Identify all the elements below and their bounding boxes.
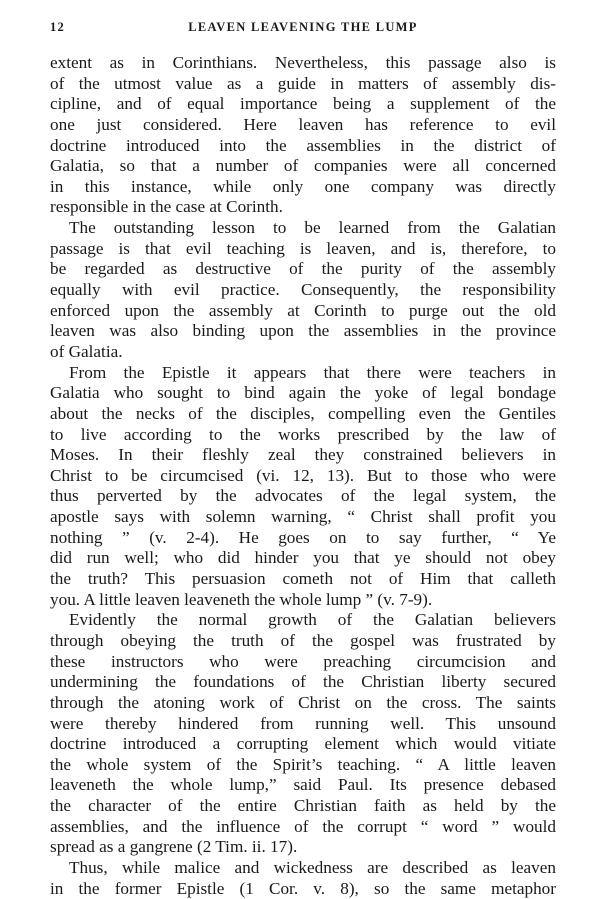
paragraph xyxy=(50,610,556,858)
text-line: to live according to the works prescribed by the law of xyxy=(50,424,556,444)
paragraph xyxy=(50,363,556,611)
text-line: in this instance, while only one company was directly xyxy=(50,176,556,196)
text-line: responsible in the case at Corinth. xyxy=(50,197,283,217)
text-line: equally with evil practice. Consequently, the responsibility xyxy=(50,280,556,300)
text-line: cipline, and of equal importance being a supplement of the xyxy=(50,94,556,114)
text-line: through the atoning work of Christ on the cross. The saints xyxy=(50,692,556,712)
text-line: leaveneth the whole lump,” said Paul. Its presence debased xyxy=(50,775,556,795)
page-body xyxy=(50,53,556,899)
text-line: Galatia who sought to bind again the yoke of legal bondage xyxy=(50,383,556,403)
text-line: through obeying the truth of the gospel was frustrated by xyxy=(50,630,556,650)
text-line: passage is that evil teaching is leaven, and is, therefore, to xyxy=(50,238,556,258)
text-line: one just considered. Here leaven has reference to evil xyxy=(50,114,556,134)
paragraph xyxy=(50,53,556,218)
text-line: the character of the entire Christian faith as held by the xyxy=(50,796,556,816)
text-line: these instructors who were preaching circumcision and xyxy=(50,651,556,671)
running-title: LEAVEN LEAVENING THE LUMP xyxy=(188,20,418,34)
text-line: undermining the foundations of the Christian liberty secured xyxy=(50,672,556,692)
text-line: Galatia, so that a number of companies were all concerned xyxy=(50,156,556,176)
text-line: did run well; who did hinder you that ye should not obey xyxy=(50,548,556,568)
text-line: thus perverted by the advocates of the legal system, the xyxy=(50,486,556,506)
text-line: extent as in Corinthians. Nevertheless, this passage also is xyxy=(50,53,556,72)
text-line: of the utmost value as a guide in matters of assembly dis- xyxy=(50,73,556,93)
page-number: 12 xyxy=(50,20,66,34)
text-line: you. A little leaven leaveneth the whole lump ” (v. 7-9). xyxy=(50,589,433,609)
text-line: From the Epistle it appears that there were teachers in xyxy=(69,362,556,382)
text-line: the truth? This persuasion cometh not of Him that calleth xyxy=(50,569,556,589)
text-line: Moses. In their fleshly zeal they constrained believers in xyxy=(50,445,556,465)
text-line: enforced upon the assembly at Corinth to purge out the old xyxy=(50,300,556,320)
page-header xyxy=(50,20,556,40)
text-line: of Galatia. xyxy=(50,341,123,361)
text-line: The outstanding lesson to be learned from the Galatian xyxy=(69,218,556,238)
text-line: doctrine introduced a corrupting element which would vitiate xyxy=(50,734,556,754)
paragraph xyxy=(50,218,556,362)
paragraph xyxy=(50,858,556,899)
text-line: Thus, while malice and wickedness are described as leaven xyxy=(69,857,556,877)
text-line: spread as a gangrene (2 Tim. ii. 17). xyxy=(50,837,298,857)
text-line: nothing ” (v. 2-4). He goes on to say further, “ Ye xyxy=(50,527,556,547)
text-line: were thereby hindered from running well. This unsound xyxy=(50,713,556,733)
text-line: leaven was also binding upon the assemblies in the province xyxy=(50,321,556,341)
text-line: about the necks of the disciples, compelling even the Gentiles xyxy=(50,403,556,423)
text-line: Christ to be circumcised (vi. 12, 13). But to those who were xyxy=(50,465,556,485)
text-line: the whole system of the Spirit’s teaching. “ A little leaven xyxy=(50,754,556,774)
text-line: be regarded as destructive of the purity of the assembly xyxy=(50,259,556,279)
text-line: apostle says with solemn warning, “ Christ shall profit you xyxy=(50,507,556,527)
text-line: assemblies, and the influence of the corrupt “ word ” would xyxy=(50,816,556,836)
text-line: in the former Epistle (1 Cor. v. 8), so the same metaphor xyxy=(50,878,556,898)
text-line: doctrine introduced into the assemblies in the district of xyxy=(50,135,556,155)
text-line: Evidently the normal growth of the Galatian believers xyxy=(69,610,556,630)
